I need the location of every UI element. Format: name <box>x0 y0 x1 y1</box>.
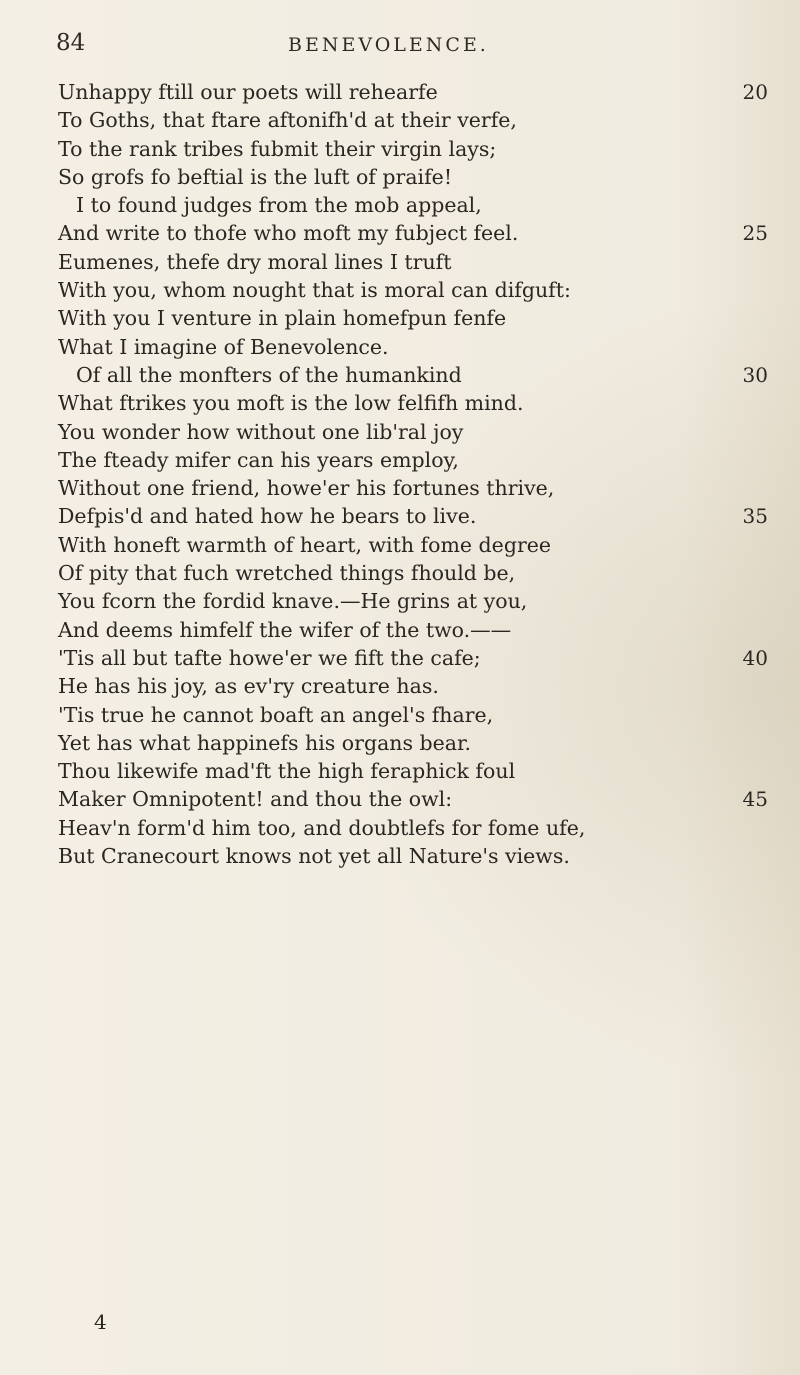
poem-line-text: Thou likewife mad'ft the high feraphick foul <box>58 759 516 784</box>
poem-line-text: With honeft warmth of heart, with fome degree <box>58 532 552 557</box>
poem-line <box>58 219 768 247</box>
poem-line-text: So grofs fo beftial is the luft of praife! <box>58 164 453 189</box>
poem-line-text: You fcorn the fordid knave.—He grins at you, <box>58 589 528 614</box>
poem-line-text: Defpis'd and hated how he bears to live. <box>58 504 477 529</box>
poem-line-text: Yet has what happinefs his organs bear. <box>58 730 472 755</box>
poem-line <box>58 559 768 587</box>
line-number: 25 <box>742 221 768 246</box>
poem-line <box>58 616 768 644</box>
poem-line <box>58 163 768 191</box>
poem-line-text: And deems himfelf the wifer of the two.—— <box>58 617 512 642</box>
poem-line <box>58 78 768 106</box>
poem-line <box>58 842 768 870</box>
running-head <box>52 30 752 64</box>
poem-line-text: 'Tis true he cannot boaft an angel's fhare, <box>58 702 494 727</box>
poem-body <box>58 78 768 870</box>
poem-line-text: Without one friend, howe'er his fortunes thrive, <box>58 476 555 501</box>
poem-line <box>58 531 768 559</box>
poem-line <box>58 248 768 276</box>
line-number: 20 <box>742 80 768 104</box>
running-title: BENEVOLENCE. <box>288 34 489 56</box>
poem-line-text: Of all the monfters of the humankind <box>76 362 462 387</box>
poem-line-text: Unhappy ftill our poets will rehearfe <box>58 80 438 104</box>
poem-line-text: But Cranecourt knows not yet all Nature's views. <box>58 844 570 869</box>
line-number: 40 <box>742 645 768 670</box>
poem-line <box>58 106 768 134</box>
poem-line-text: 'Tis all but tafte howe'er we fift the cafe; <box>58 645 481 670</box>
poem-line <box>58 361 768 389</box>
poem-line <box>58 191 768 219</box>
poem-line-text: I to found judges from the mob appeal, <box>76 193 482 218</box>
poem-line-text: With you I venture in plain homefpun fenfe <box>58 306 507 331</box>
poem-line-text: Maker Omnipotent! and thou the owl: <box>58 787 453 812</box>
poem-line-text: To the rank tribes fubmit their virgin lays; <box>58 136 497 161</box>
line-number: 35 <box>742 504 768 529</box>
poem-line <box>58 729 768 757</box>
poem-line-text: What ftrikes you moft is the low felfifh mind. <box>58 391 524 416</box>
poem-line-text: And write to thofe who moft my fubject feel. <box>58 221 519 246</box>
poem-line <box>58 502 768 530</box>
poem-line <box>58 333 768 361</box>
poem-line <box>58 135 768 163</box>
poem-line-text: He has his joy, as ev'ry creature has. <box>58 674 439 699</box>
poem-line <box>58 304 768 332</box>
poem-line <box>58 644 768 672</box>
poem-line-text: What I imagine of Benevolence. <box>58 334 389 359</box>
poem-line <box>58 474 768 502</box>
poem-line <box>58 785 768 813</box>
poem-line <box>58 446 768 474</box>
poem-line <box>58 276 768 304</box>
poem-line <box>58 672 768 700</box>
poem-line <box>58 757 768 785</box>
line-number: 30 <box>742 362 768 387</box>
poem-line <box>58 389 768 417</box>
poem-line-text: Of pity that fuch wretched things fhould be, <box>58 561 516 586</box>
poem-line <box>58 587 768 615</box>
poem-line-text: The fteady mifer can his years employ, <box>58 447 459 472</box>
poem-line-text: Eumenes, thefe dry moral lines I truft <box>58 249 452 274</box>
poem-line-text: With you, whom nought that is moral can difguft: <box>58 278 571 303</box>
catchword: 4 <box>94 1310 107 1334</box>
poem-line <box>58 814 768 842</box>
page-number: 84 <box>56 30 86 56</box>
poem-line <box>58 418 768 446</box>
poem-line <box>58 701 768 729</box>
poem-line-text: Heav'n form'd him too, and doubtlefs for fome ufe, <box>58 815 586 840</box>
poem-line-text: To Goths, that ftare aftonifh'd at their verfe, <box>58 108 517 133</box>
poem-line-text: You wonder how without one lib'ral joy <box>58 419 464 444</box>
line-number: 45 <box>742 787 768 812</box>
